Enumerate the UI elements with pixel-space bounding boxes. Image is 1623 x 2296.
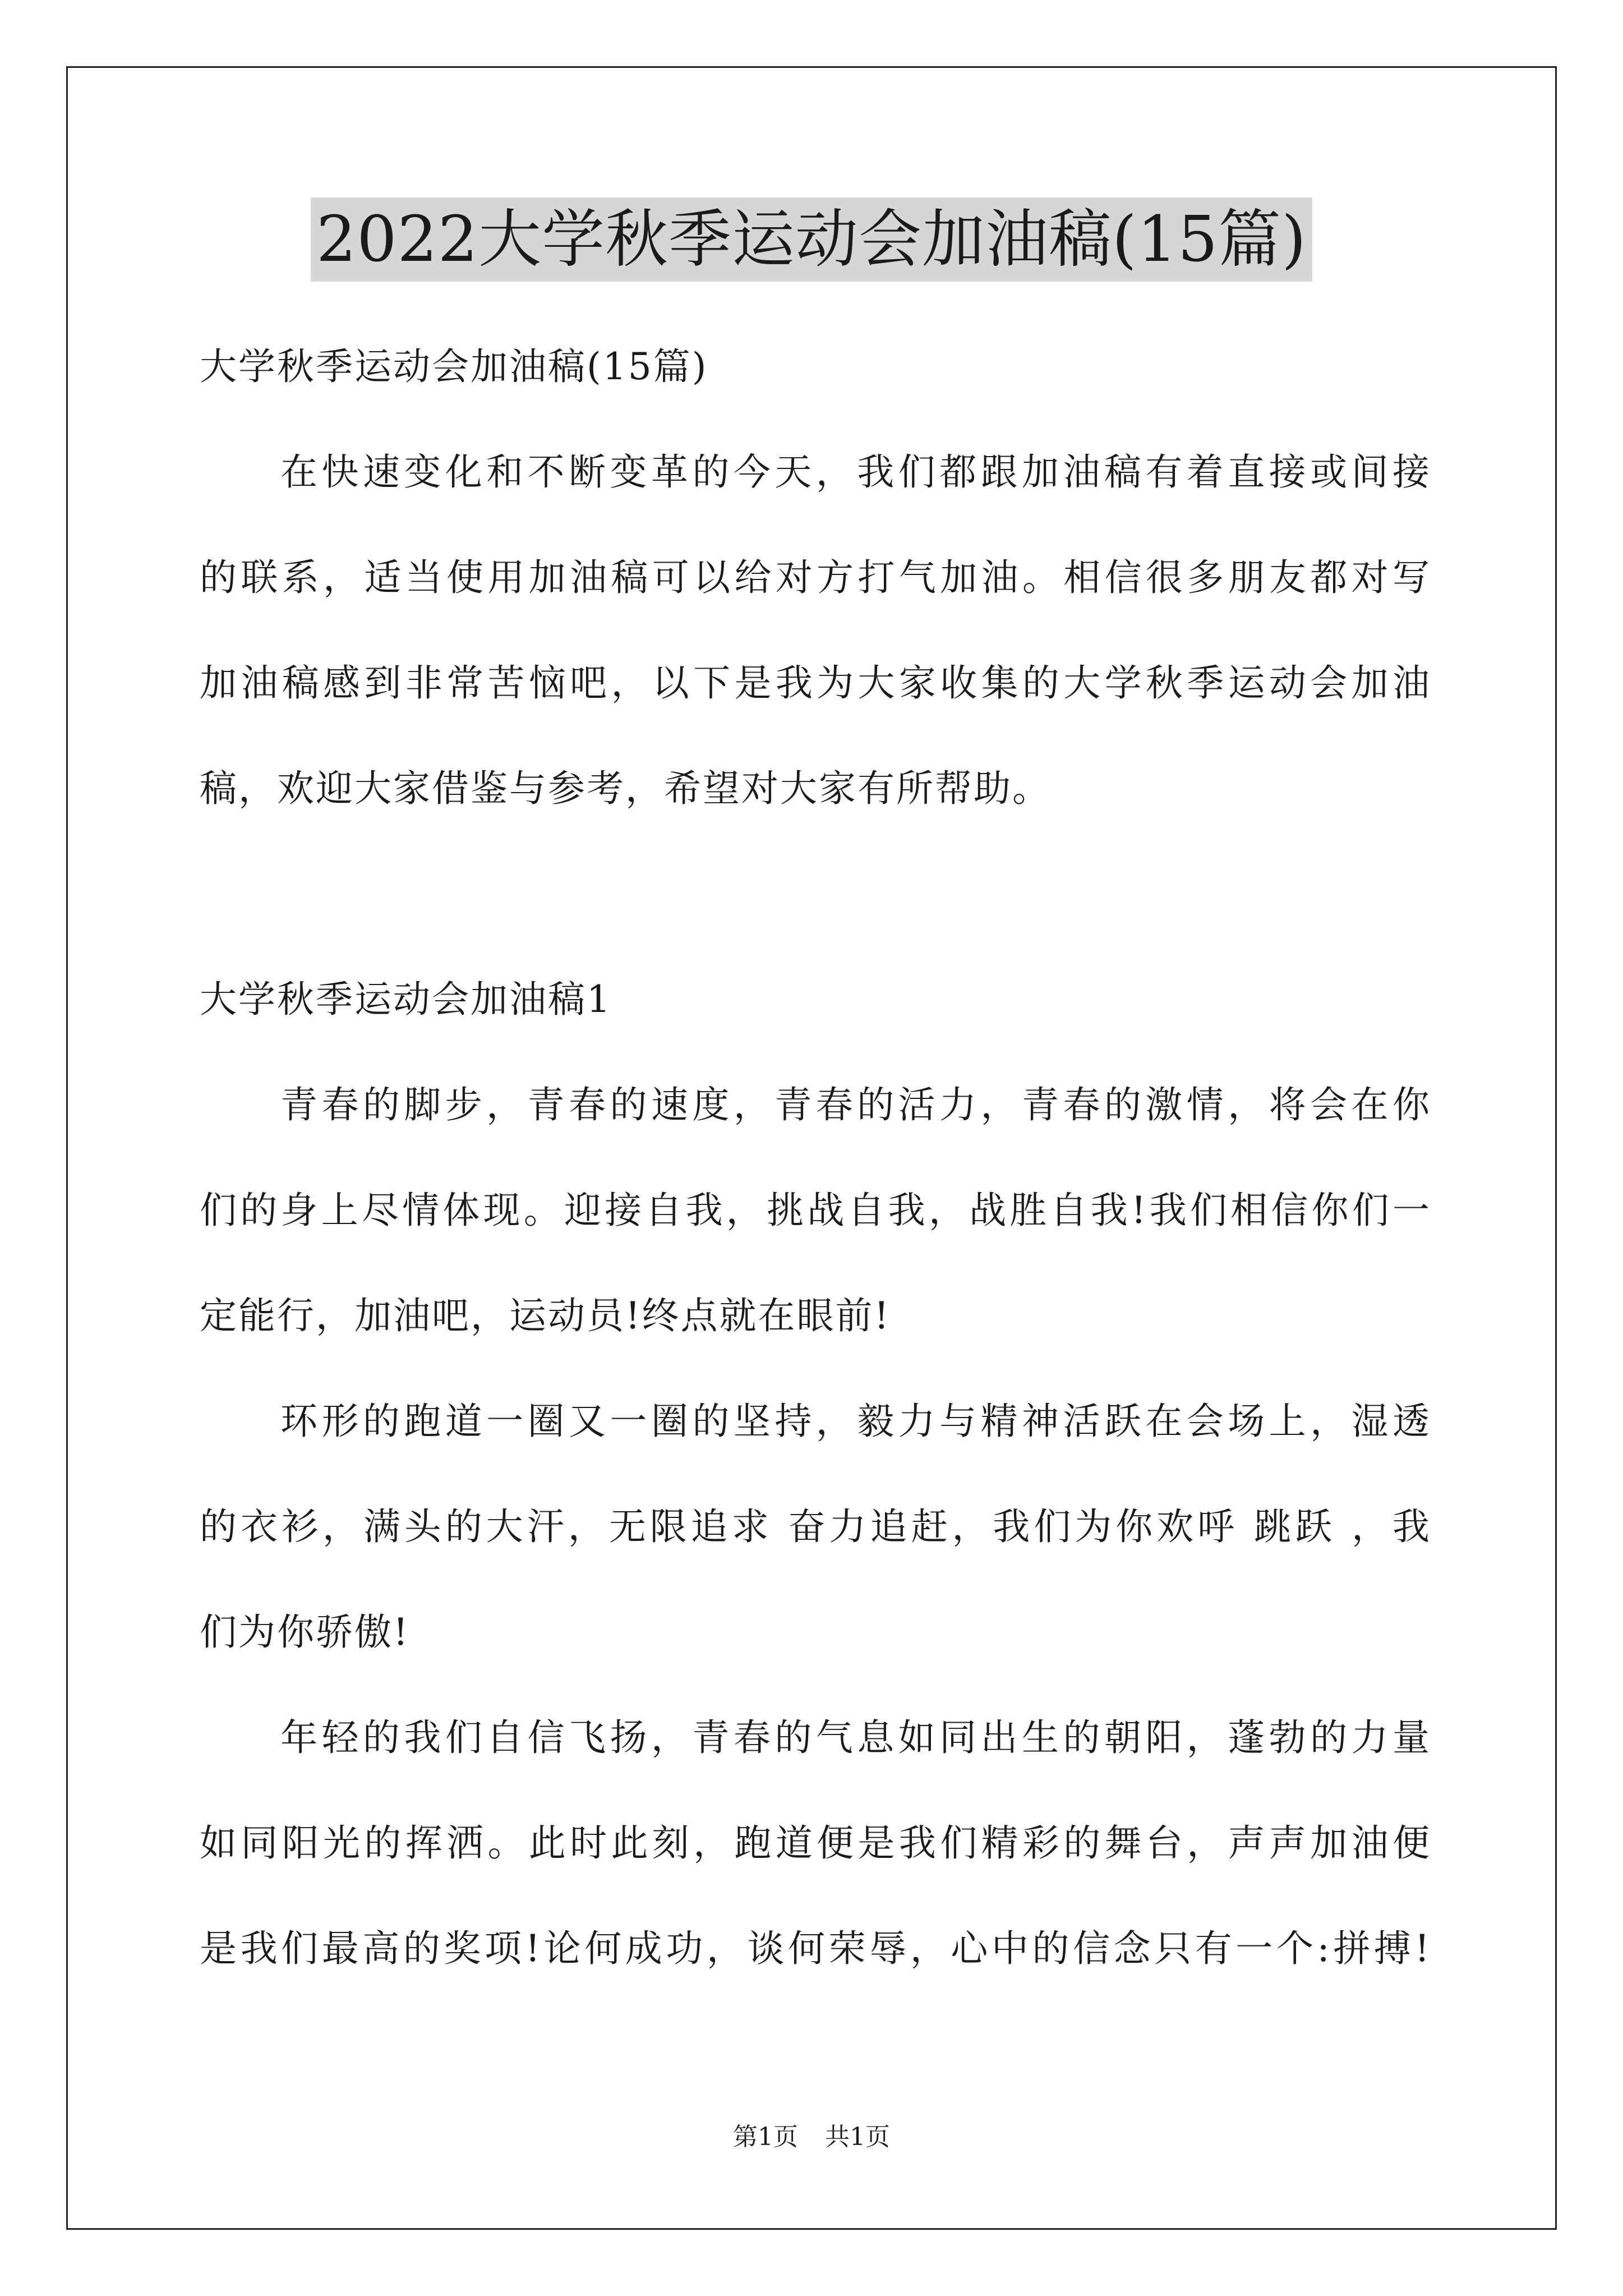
intro-line: 稿，欢迎大家借鉴与参考，希望对大家有所帮助。	[200, 767, 1051, 810]
paragraph-line: 年轻的我们自信飞扬，青春的气息如同出生的朝阳，蓬勃的力量	[280, 1716, 1431, 1759]
paragraph-line: 是我们最高的奖项!论何成功，谈何荣辱，心中的信念只有一个:拼搏!	[200, 1927, 1431, 1970]
intro-line: 加油稿感到非常苦恼吧，以下是我为大家收集的大学秋季运动会加油	[200, 661, 1431, 705]
paragraph-line: 的衣衫，满头的大汗，无限追求 奋力追赶，我们为你欢呼 跳跃 ，我	[200, 1505, 1431, 1548]
paragraph-3	[200, 1685, 1431, 2001]
paragraph-line: 环形的跑道一圈又一圈的坚持，毅力与精神活跃在会场上，湿透	[280, 1400, 1431, 1443]
page-footer	[0, 2120, 1623, 2154]
intro-paragraph	[200, 420, 1431, 841]
paragraph-line: 们为你骄傲!	[200, 1611, 410, 1654]
paragraph-line: 定能行，加油吧，运动员!终点就在眼前!	[200, 1294, 891, 1337]
document-subtitle: 大学秋季运动会加油稿(15篇)	[200, 345, 708, 388]
intro-line: 的联系，适当使用加油稿可以给对方打气加油。相信很多朋友都对写	[200, 556, 1431, 599]
paragraph-line: 青春的脚步，青春的速度，青春的活力，青春的激情，将会在你	[280, 1083, 1431, 1126]
document-title	[0, 197, 1623, 282]
page-number-total: 共1页	[825, 2123, 890, 2151]
intro-line: 在快速变化和不断变革的今天，我们都跟加油稿有着直接或间接	[280, 450, 1431, 494]
paragraph-2	[200, 1369, 1431, 1685]
document-body	[200, 314, 1431, 2001]
blank-line	[200, 841, 1431, 947]
section-heading: 大学秋季运动会加油稿1	[200, 978, 612, 1021]
paragraph-line: 如同阳光的挥洒。此时此刻，跑道便是我们精彩的舞台，声声加油便	[200, 1821, 1431, 1865]
page-number-current: 第1页	[733, 2123, 798, 2151]
document-title-text: 2022大学秋季运动会加油稿(15篇)	[311, 197, 1312, 282]
paragraph-line: 们的身上尽情体现。迎接自我，挑战自我，战胜自我!我们相信你们一	[200, 1189, 1431, 1232]
paragraph-1	[200, 1052, 1431, 1369]
